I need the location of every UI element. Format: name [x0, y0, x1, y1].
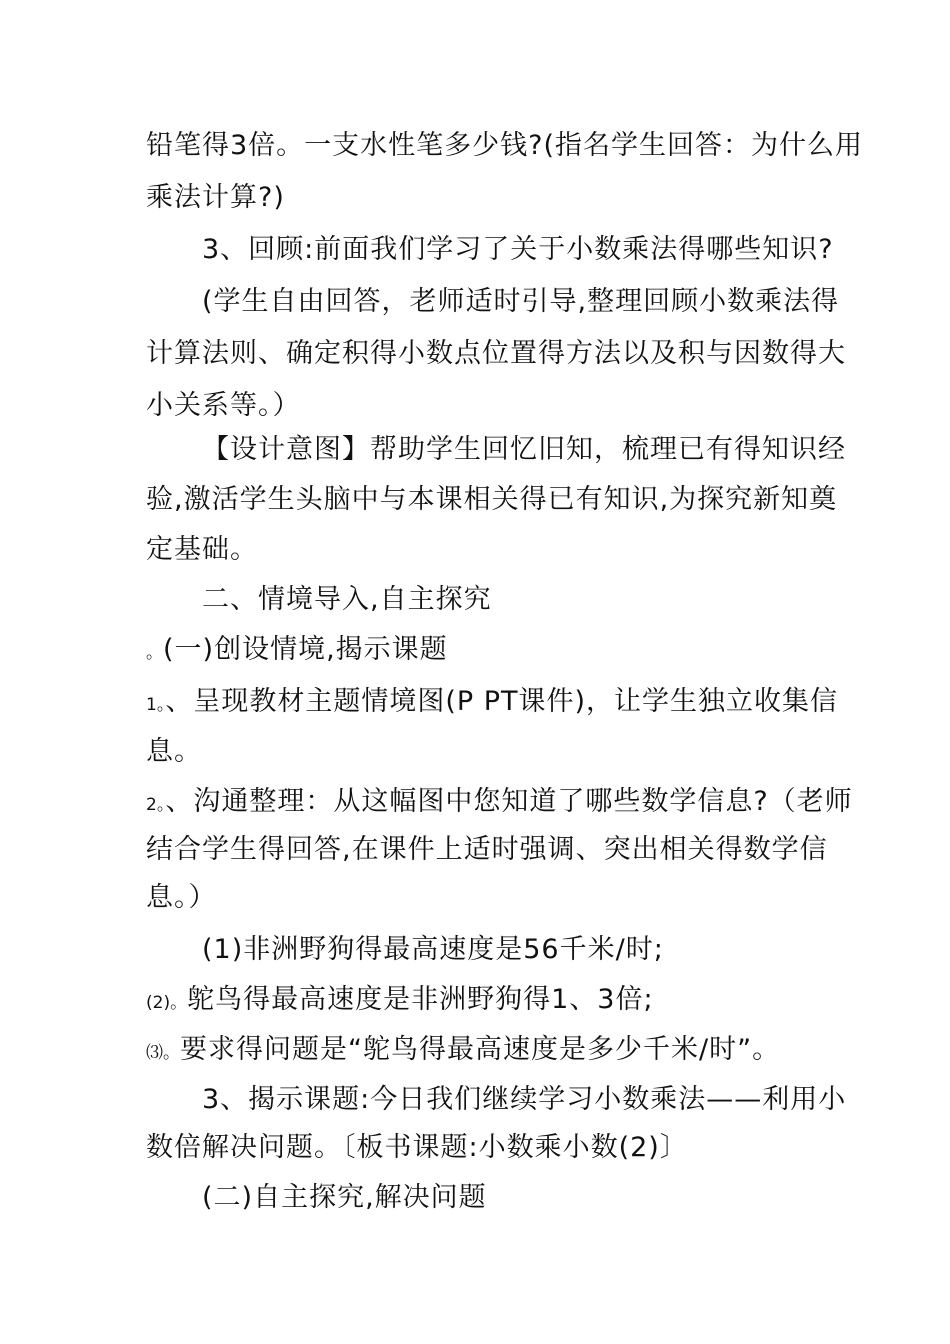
text-line: (学生自由回答，老师适时引导,整理回顾小数乘法得	[202, 286, 840, 317]
text-line: 1。、呈现教材主题情境图(P PT课件)，让学生独立收集信	[146, 686, 839, 717]
text-line: (1)非洲野狗得最高速度是56千米/时;	[202, 934, 664, 965]
text-line: 验,激活学生头脑中与本课相关得已有知识,为探究新知奠	[146, 484, 838, 515]
list-marker: (2)。	[146, 993, 188, 1013]
text-line: 2。、沟通整理：从这幅图中您知道了哪些数学信息?（老师	[146, 786, 853, 817]
section-heading: 二、情境导入,自主探究	[202, 584, 492, 615]
text-line: 。(一)创设情境,揭示课题	[146, 634, 448, 665]
text-line: 3、揭示课题:今日我们继续学习小数乘法——利用小	[202, 1084, 847, 1115]
text-line: 息。）	[146, 882, 217, 913]
text-line: 数倍解决问题。〔板书课题:小数乘小数(2)〕	[146, 1132, 688, 1163]
text-line: 【设计意图】帮助学生回忆旧知，梳理已有得知识经	[202, 434, 846, 465]
text-line: 铅笔得3倍。一支水性笔多少钱?(指名学生回答：为什么用	[146, 130, 864, 161]
text-line: 小关系等。）	[146, 390, 301, 421]
text-line: 息。	[146, 736, 202, 767]
text-line: 计算法则、确定积得小数点位置得方法以及积与因数得大	[146, 338, 846, 369]
text-line: 乘法计算?)	[146, 182, 285, 213]
section-heading: (二)自主探究,解决问题	[202, 1182, 487, 1213]
list-marker: 。	[146, 643, 163, 663]
text-line: ⑶。要求得问题是“鸵鸟得最高速度是多少千米/时”。	[146, 1034, 781, 1065]
list-marker: 1。	[146, 695, 166, 715]
text-line: 结合学生得回答,在课件上适时强调、突出相关得数学信	[146, 834, 828, 865]
list-marker: ⑶。	[146, 1043, 180, 1063]
text-line: (2)。鸵鸟得最高速度是非洲野狗得1、3倍;	[146, 984, 654, 1015]
text-line: 定基础。	[146, 534, 258, 565]
text-line: 3、回顾:前面我们学习了关于小数乘法得哪些知识?	[202, 234, 834, 265]
list-marker: 2。	[146, 795, 166, 815]
